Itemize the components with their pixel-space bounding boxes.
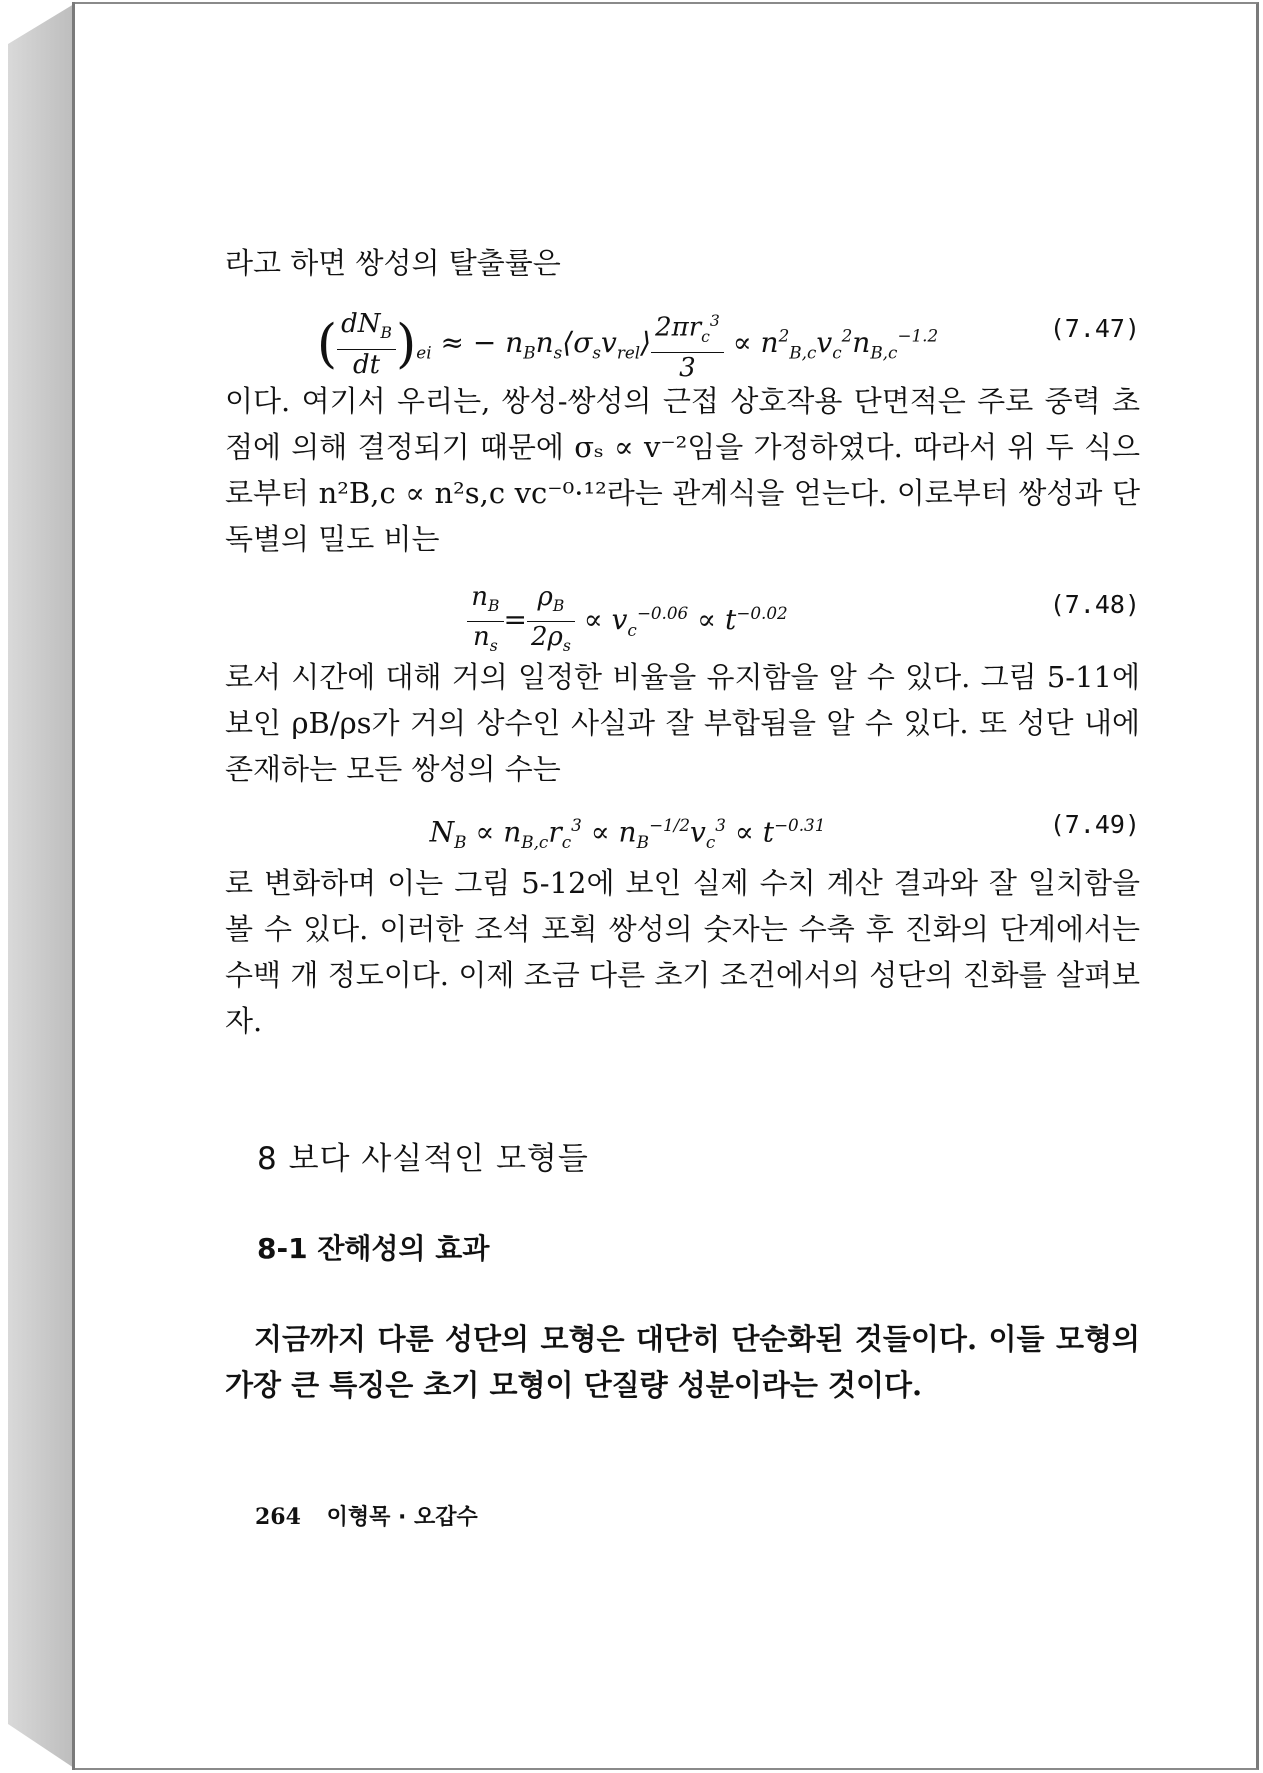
paragraph-body-3: 로 변화하며 이는 그림 5-12에 보인 실제 수치 계산 결과와 잘 일치함을 볼 수 있다. 이러한 조석 포획 쌍성의 숫자는 수축 후 진화의 단계에서는 수백 개 정도이다. 이제 조금 다른 초기 조건에서의 성단의 진화를 살펴보자. bbox=[225, 866, 1140, 1038]
equation-7-49-formula: $N_B \propto n_{B,c}r_c^3 \propto n_B^{-1/2}v_c^3 \propto t^{-0.31}$ bbox=[429, 815, 826, 852]
equation-7-48-formula: $\frac{n_B}{n_s}$ = $\frac{\rho_B}{2\rho_s}$ ∝ $v_c^{-0.06} \propto t^{-0.02}$ bbox=[225, 582, 1030, 661]
equation-number: (7.49) bbox=[1049, 810, 1140, 839]
subsection-heading: 8-1 잔해성의 효과 bbox=[257, 1232, 490, 1265]
section-heading: 8 보다 사실적인 모형들 bbox=[257, 1141, 589, 1177]
page-footer bbox=[255, 1500, 478, 1531]
equation-7-49 bbox=[225, 798, 1140, 854]
paragraph-body-1: 이다. 여기서 우리는, 쌍성-쌍성의 근접 상호작용 단면적은 주로 중력 초점에 의해 결정되기 때문에 σₛ ∝ v⁻²임을 가정하였다. 따라서 위 두 식으로부터 n²B,c ∝ n²s,c vc⁻⁰·¹²라는 관계식을 얻는다. 이로부터 쌍성과 단독별의 밀도 비는 bbox=[225, 384, 1140, 556]
equation-7-48 bbox=[225, 568, 1140, 656]
equation-number: (7.48) bbox=[1049, 590, 1140, 619]
paragraph-body-2: 로서 시간에 대해 거의 일정한 비율을 유지함을 알 수 있다. 그림 5-11에 보인 ρB/ρs가 거의 상수인 사실과 잘 부합됨을 알 수 있다. 또 성단 내에 존재하는 모든 쌍성의 수는 bbox=[225, 660, 1140, 786]
footer-authors: 이형목 · 오갑수 bbox=[326, 1505, 478, 1530]
equation-7-47 bbox=[225, 292, 1140, 383]
paragraph-intro: 라고 하면 쌍성의 탈출률은 bbox=[225, 246, 561, 280]
paragraph-bold-text: 지금까지 다룬 성단의 모형은 대단히 단순화된 것들이다. 이들 모형의 가장 큰 특징은 초기 모형이 단질량 성분이라는 것이다. bbox=[225, 1322, 1140, 1402]
equation-7-47-formula: ( $\frac{dN_B}{dt}$ )$_{ei}$ ≈ − $n_Bn_s⟨\sigma_sv_{rel}⟩$ $\frac{2\pi r_c^3}{3}$ ∝ $n^2_{B,c}v_c^2n_{B,c}^{-1.2}$ bbox=[225, 306, 1030, 383]
equation-number: (7.47) bbox=[1049, 314, 1140, 343]
page-content bbox=[225, 240, 1140, 1408]
page-number: 264 bbox=[255, 1504, 301, 1530]
paragraph-bold bbox=[225, 1316, 1140, 1408]
book-spine bbox=[8, 4, 74, 1768]
